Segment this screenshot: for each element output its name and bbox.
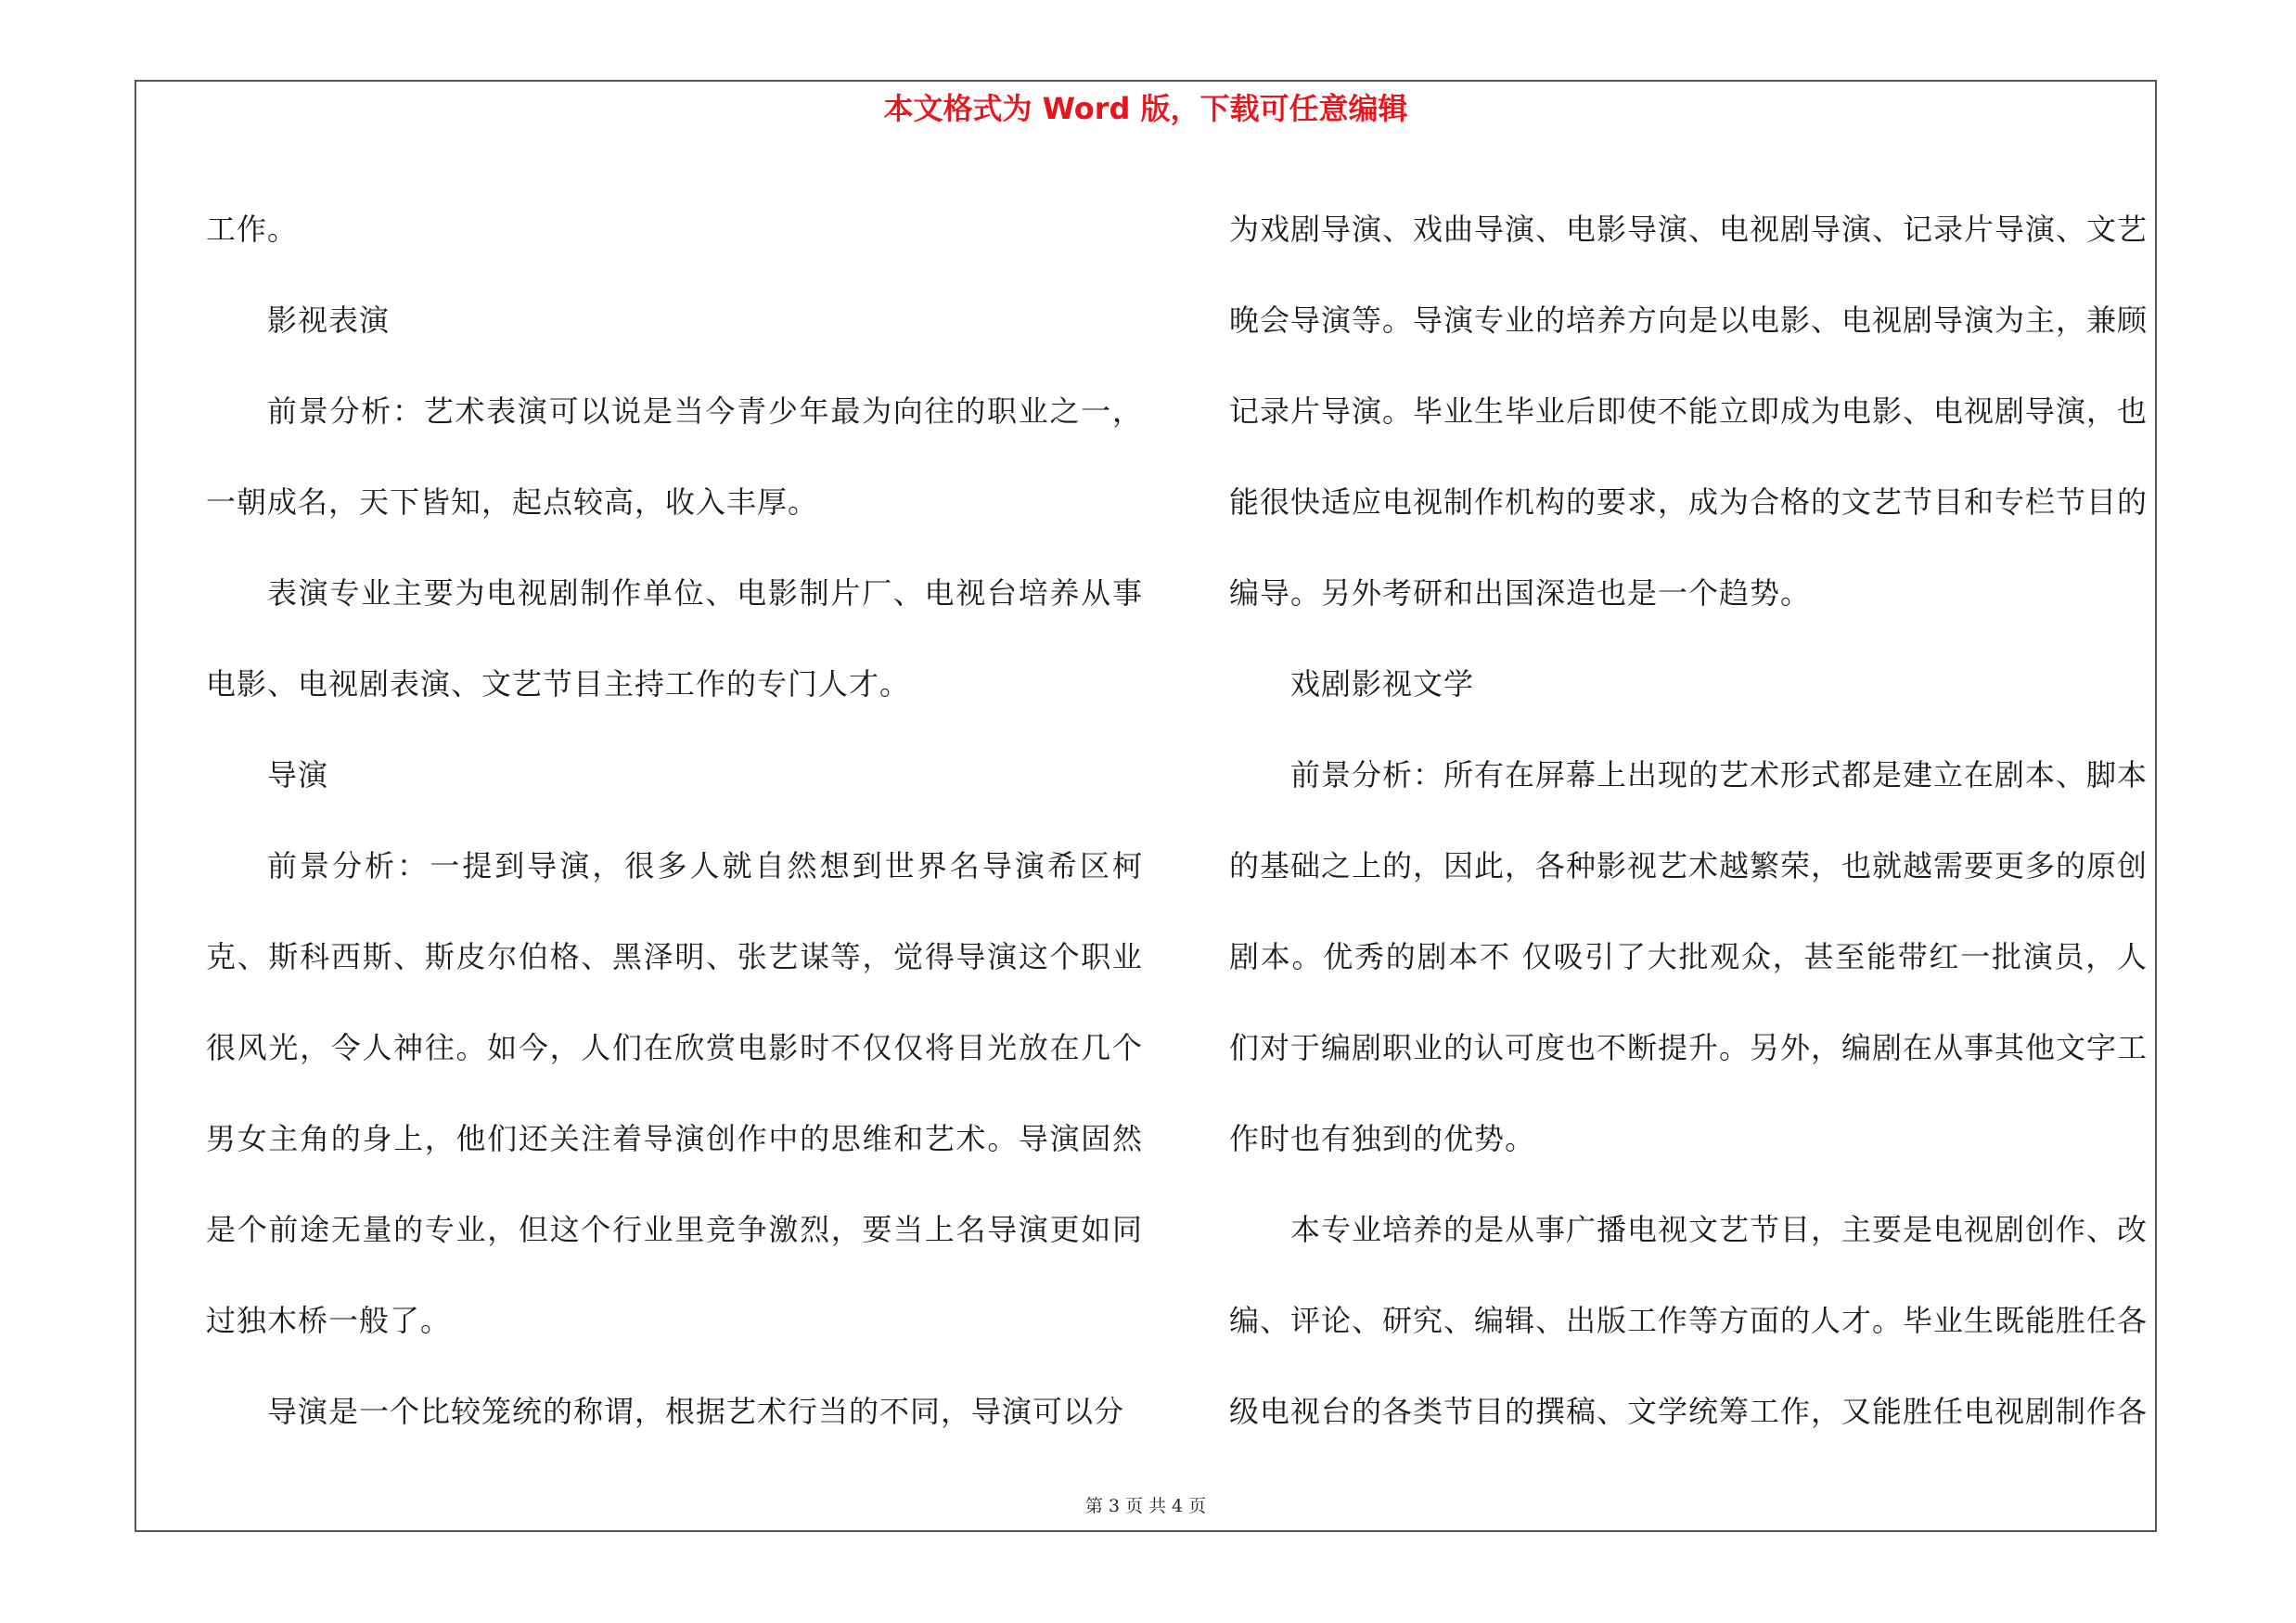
paragraph: 戏剧影视文学 [1290, 666, 1475, 702]
paragraph: 导演 [267, 757, 329, 792]
paragraph: 为戏剧导演、戏曲导演、电影导演、电视剧导演、记录片导演、文艺晚会导演等。导演专业的培养方向是以电影、电视剧导演为主，兼顾记录片导演。毕业生毕业后即使不能立即成为电影、电视剧导演，也能很快适应电视制作机构的要求，成为合格的文艺节目和专栏节目的编导。另外考研和出国深造也是一个趋势。 [1229, 212, 2148, 611]
word-format-banner: 本文格式为 Word 版，下载可任意编辑 [883, 91, 1408, 126]
paragraph: 前景分析：一提到导演，很多人就自然想到世界名导演希区柯克、斯科西斯、斯皮尔伯格、黑泽明、张艺谋等，觉得导演这个职业很风光，令人神往。如今，人们在欣赏电影时不仅仅将目光放在几个男女主角的身上，他们还关注着导演创作中的思维和艺术。导演固然是个前途无量的专业，但这个行业里竞争激烈，要当上名导演更如同过独木桥一般了。 [206, 848, 1143, 1338]
right-text-column [1229, 184, 2148, 1457]
paragraph: 前景分析：艺术表演可以说是当今青少年最为向往的职业之一，一朝成名，天下皆知，起点较高，收入丰厚。 [206, 393, 1143, 520]
page-number-footer: 第 3 页 共 4 页 [1084, 1496, 1207, 1516]
paragraph: 影视表演 [267, 303, 391, 338]
paragraph: 表演专业主要为电视剧制作单位、电影制片厂、电视台培养从事电影、电视剧表演、文艺节目主持工作的专门人才。 [206, 575, 1143, 702]
paragraph: 本专业培养的是从事广播电视文艺节目，主要是电视剧创作、改编、评论、研究、编辑、出版工作等方面的人才。毕业生既能胜任各级电视台的各类节目的撰稿、文学统筹工作，又能胜任电视剧制作各 [1229, 1212, 2148, 1429]
paragraph: 导演是一个比较笼统的称谓，根据艺术行当的不同，导演可以分 [267, 1394, 1125, 1429]
paragraph: 工作。 [206, 212, 299, 247]
left-text-column [206, 184, 1143, 1457]
paragraph: 前景分析：所有在屏幕上出现的艺术形式都是建立在剧本、脚本的基础之上的，因此，各种影视艺术越繁荣，也就越需要更多的原创剧本。优秀的剧本不 仅吸引了大批观众，甚至能带红一批演员，人们对于编剧职业的认可度也不断提升。另外，编剧在从事其他文字工作时也有独到的优势。 [1229, 757, 2148, 1156]
